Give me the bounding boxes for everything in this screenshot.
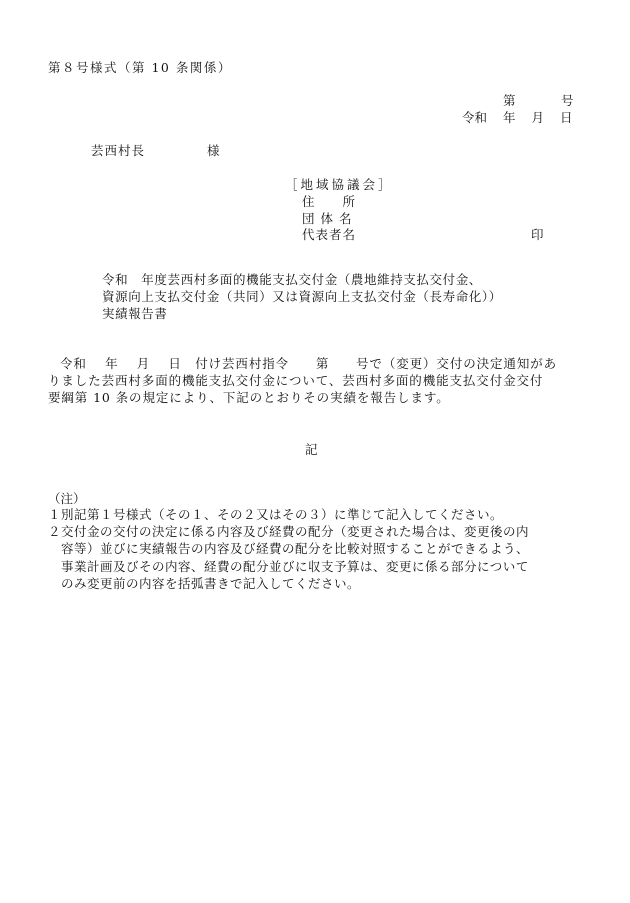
seal-mark: 印 bbox=[531, 227, 544, 242]
body-line: 令和 年 月 日 付け芸西村指令 第 号で（変更）交付の決定通知があ bbox=[60, 356, 558, 371]
note-line: のみ変更前の内容を括弧書きで記入してください。 bbox=[48, 575, 361, 591]
document-number-prefix: 第 bbox=[503, 93, 516, 108]
notes-title: （注） bbox=[48, 491, 86, 506]
note-line: ２交付金の交付の決定に係る内容及び経費の配分（変更された場合は、変更後の内 bbox=[48, 524, 530, 539]
subject-line: 令和 年度芸西村多面的機能支払交付金（農地維持支払交付金、 bbox=[102, 272, 482, 287]
body-line: 要綱第 10 条の規定により、下記のとおりその実績を報告します。 bbox=[48, 390, 450, 405]
ki-heading: 記 bbox=[305, 442, 318, 457]
sender-group-name-label: 団 体 名 bbox=[302, 211, 353, 226]
report-body bbox=[48, 355, 557, 406]
date-day: 日 bbox=[560, 110, 573, 125]
date-line bbox=[462, 108, 573, 126]
note-line: 容等）並びに実績報告の内容及び経費の配分を比較対照することができるよう、 bbox=[48, 541, 530, 557]
form-number: 第８号様式（第 10 条関係） bbox=[48, 60, 232, 75]
note-item bbox=[48, 523, 529, 592]
date-year: 年 bbox=[503, 110, 516, 125]
note-item: １別記第１号様式（その１、その２又はその３）に準じて記入してください。 bbox=[48, 507, 504, 522]
sender-representative-label: 代表者名 bbox=[302, 227, 357, 242]
body-line: りました芸西村多面的機能支払交付金について、芸西村多面的機能支払交付金交付 bbox=[48, 373, 544, 388]
note-line: 事業計画及びその内容、経費の配分並びに収支予算は、変更に係る部分について bbox=[48, 558, 529, 574]
addressee-honorific: 様 bbox=[207, 143, 220, 158]
report-subject bbox=[102, 271, 502, 322]
subject-line: 実績報告書 bbox=[102, 306, 168, 321]
date-month: 月 bbox=[531, 110, 545, 125]
subject-line: 資源向上支払交付金（共同）又は資源向上支払交付金（長寿命化）） bbox=[102, 289, 502, 304]
document-number-suffix: 号 bbox=[561, 93, 574, 108]
date-era: 令和 bbox=[462, 110, 488, 125]
sender-organization: ［地域協議会］ bbox=[285, 177, 394, 192]
addressee-name: 芸西村長 bbox=[91, 143, 146, 158]
sender-address-label: 住 所 bbox=[302, 194, 357, 209]
